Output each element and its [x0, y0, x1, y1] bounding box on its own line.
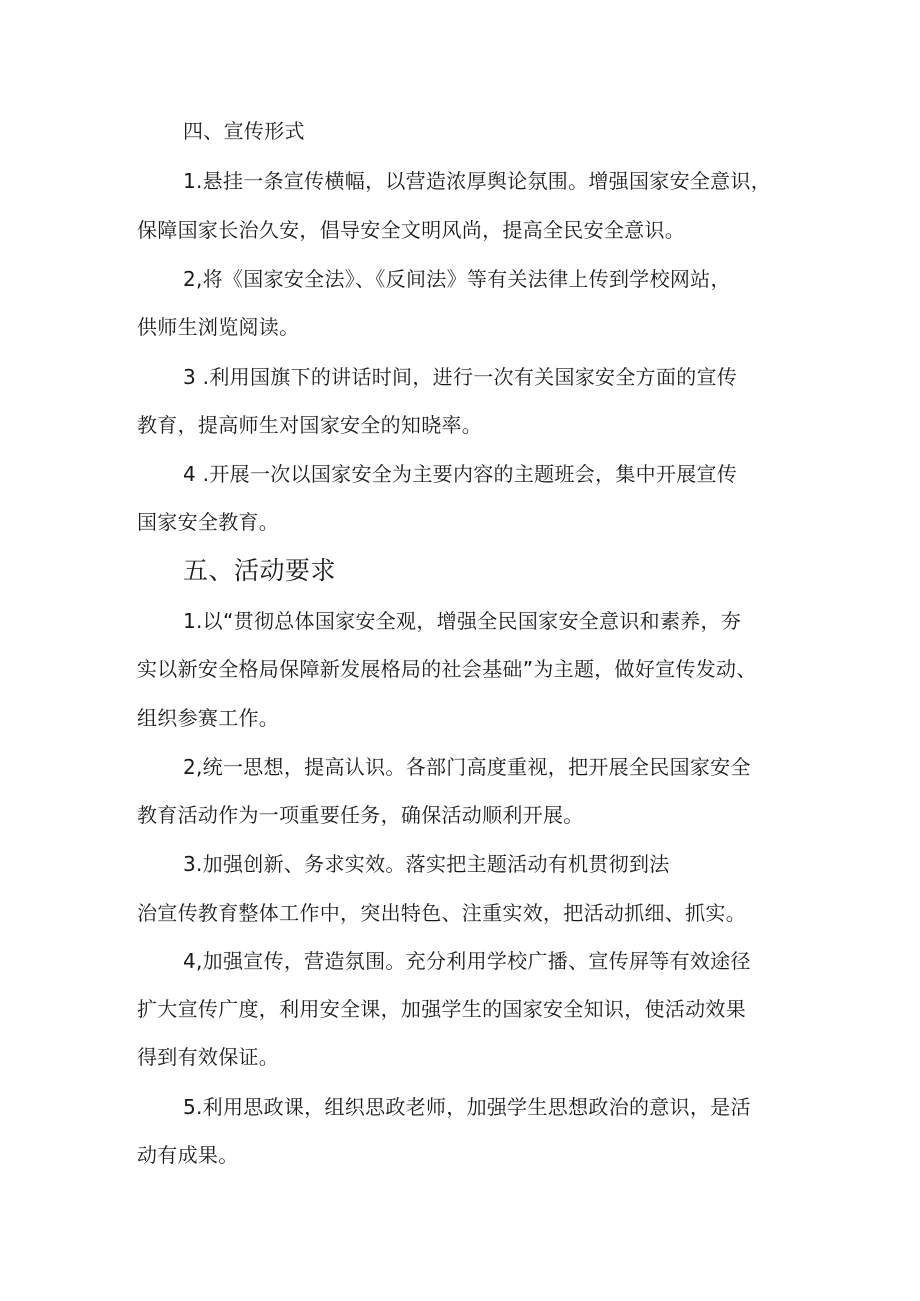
paragraph-line: 扩大宣传广度，利用安全课，加强学生的国家安全知识，使活动效果: [137, 997, 746, 1021]
paragraph-line: 保障国家长治久安，倡导安全文明风尚，提高全民安全意识。: [137, 218, 686, 242]
paragraph-line: 动有成果。: [137, 1143, 239, 1167]
paragraph-line: 1.悬挂一条宣传横幅，以营造浓厚舆论氛围。增强国家安全意识，: [183, 169, 772, 193]
paragraph-line: 1.以“贯彻总体国家安全观，增强全民国家安全意识和素养，夯: [183, 609, 742, 633]
paragraph-line: 实以新安全格局保障新发展格局的社会基础”为主题，做好宣传发动、: [137, 657, 757, 681]
paragraph-line: 组织参赛工作。: [137, 706, 280, 730]
paragraph-line: 4,加强宣传，营造氛围。充分利用学校广播、宣传屏等有效途径: [183, 949, 751, 973]
paragraph-line: 2,统一思想，提高认识。各部门高度重视，把开展全民国家安全: [183, 755, 751, 779]
paragraph-line: 国家安全教育。: [137, 510, 280, 534]
paragraph-line: 得到有效保证。: [137, 1045, 280, 1069]
paragraph-line: 3 .利用国旗下的讲话时间，进行一次有关国家安全方面的宣传: [183, 365, 738, 389]
paragraph-line: 3.加强创新、务求实效。落实把主题活动有机贯彻到法: [183, 852, 670, 876]
paragraph-line: 教育，提高师生对国家安全的知晓率。: [137, 413, 483, 437]
paragraph-line: 治宣传教育整体工作中，突出特色、注重实效，把活动抓细、抓实。: [137, 901, 746, 925]
paragraph-line: 教育活动作为一项重要任务，确保活动顺利开展。: [137, 803, 584, 827]
paragraph-line: 5.利用思政课，组织思政老师，加强学生思想政治的意识，是活: [183, 1095, 751, 1119]
section-4-heading: 四、宣传形式: [183, 119, 305, 143]
paragraph-line: 供师生浏览阅读。: [137, 315, 300, 339]
paragraph-line: 2,将《国家安全法》、《反间法》等有关法律上传到学校网站，: [183, 267, 731, 291]
paragraph-line: 4 .开展一次以国家安全为主要内容的主题班会，集中开展宣传: [183, 462, 738, 486]
section-5-heading: 五、活动要求: [183, 556, 337, 585]
